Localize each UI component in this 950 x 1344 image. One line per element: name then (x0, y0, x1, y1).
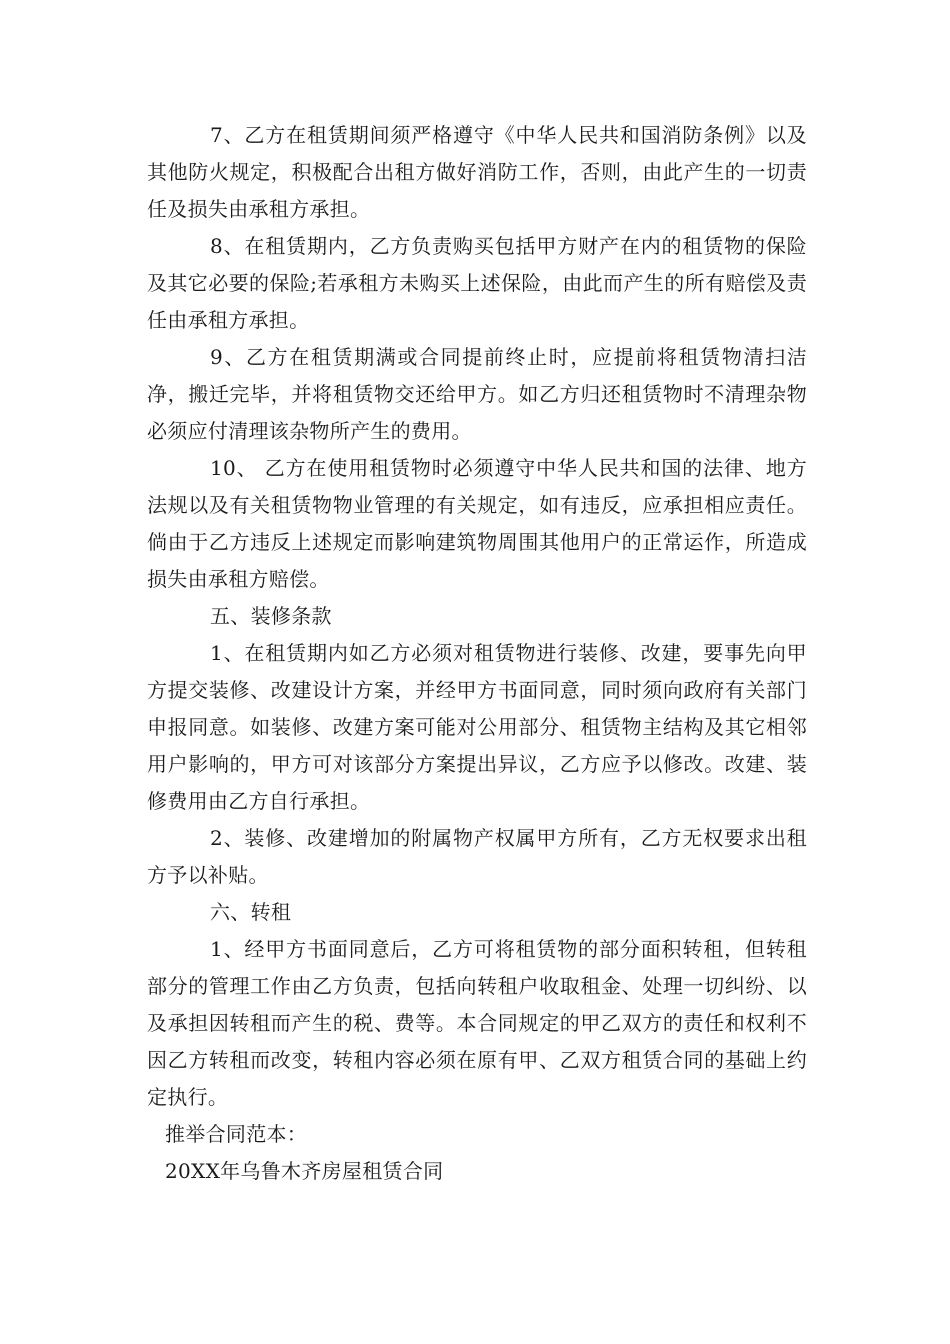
section-heading-renovation: 五、装修条款 (210, 604, 332, 628)
document-body (147, 117, 807, 1190)
recommend-contract-title: 20XX年乌鲁木齐房屋租赁合同 (165, 1159, 444, 1183)
clause-9-paragraph: 9、乙方在租赁期满或合同提前终止时，应提前将租赁物清扫洁净，搬迁完毕，并将租赁物交还给甲方。如乙方归还租赁物时不清理杂物必须应付清理该杂物所产生的费用。 (147, 345, 807, 443)
clause-7-paragraph: 7、乙方在租赁期间须严格遵守《中华人民共和国消防条例》以及其他防火规定，积极配合出租方做好消防工作，否则，由此产生的一切责任及损失由承租方承担。 (147, 123, 807, 221)
sublease-clause-1-paragraph: 1、经甲方书面同意后，乙方可将租赁物的部分面积转租，但转租部分的管理工作由乙方负责，包括向转租户收取租金、处理一切纠纷、以及承担因转租而产生的税、费等。本合同规定的甲乙双方的责任和权利不因乙方转租而改变，转租内容必须在原有甲、乙双方租赁合同的基础上约定执行。 (147, 937, 807, 1109)
clause-10-paragraph: 10、 乙方在使用租赁物时必须遵守中华人民共和国的法律、地方法规以及有关租赁物物业管理的有关规定，如有违反，应承担相应责任。倘由于乙方违反上述规定而影响建筑物周围其他用户的正常运作，所造成损失由承租方赔偿。 (147, 456, 807, 591)
renovation-clause-1-paragraph: 1、在租赁期内如乙方必须对租赁物进行装修、改建，要事先向甲方提交装修、改建设计方案，并经甲方书面同意，同时须向政府有关部门申报同意。如装修、改建方案可能对公用部分、租赁物主结构及其它相邻用户影响的，甲方可对该部分方案提出异议，乙方应予以修改。改建、装修费用由乙方自行承担。 (147, 641, 807, 813)
recommend-label: 推举合同范本： (165, 1122, 308, 1146)
clause-8-paragraph: 8、在租赁期内，乙方负责购买包括甲方财产在内的租赁物的保险及其它必要的保险;若承租方未购买上述保险，由此而产生的所有赔偿及责任由承租方承担。 (147, 234, 807, 332)
renovation-clause-2-paragraph: 2、装修、改建增加的附属物产权属甲方所有，乙方无权要求出租方予以补贴。 (147, 826, 807, 887)
section-heading-sublease: 六、转租 (210, 900, 292, 924)
